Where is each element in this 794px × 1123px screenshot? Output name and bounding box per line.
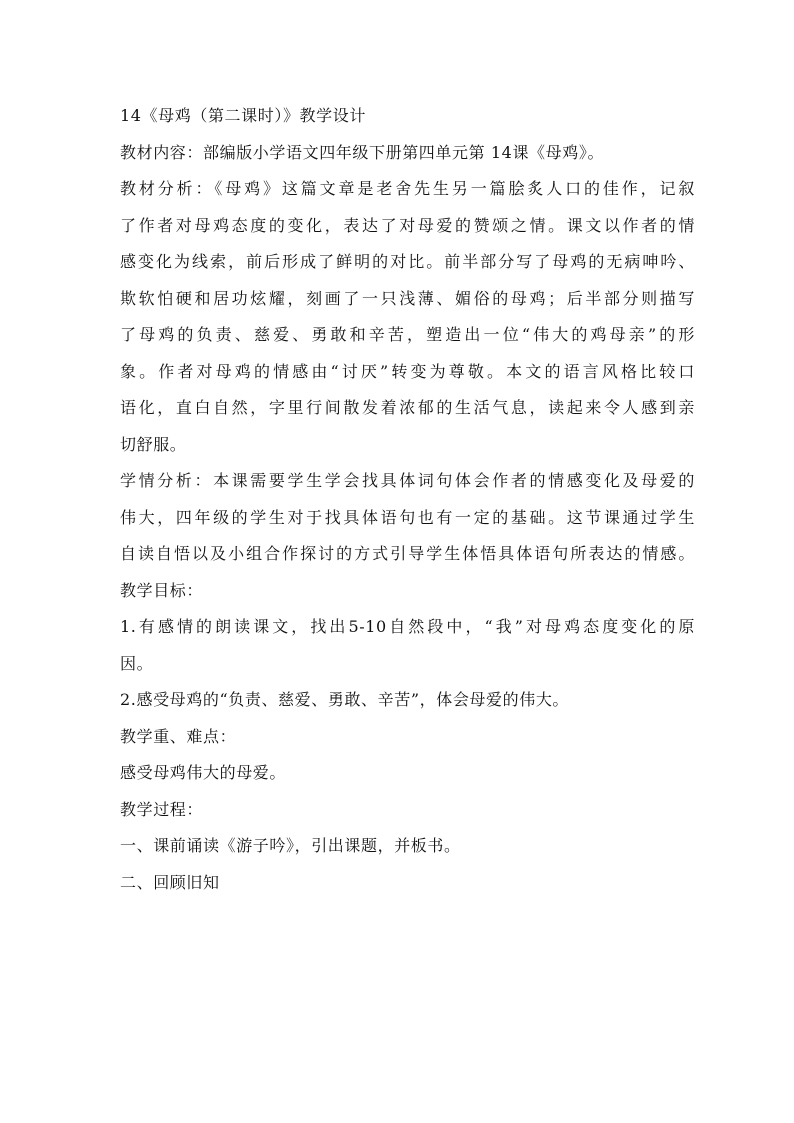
student-analysis-line: 学情分析：本课需要学生学会找具体词句体会作者的情感变化及母爱的 bbox=[120, 471, 695, 490]
analysis-line: 了母鸡的负责、慈爱、勇敢和辛苦，塑造出一位“伟大的鸡母亲”的形 bbox=[120, 325, 695, 344]
process-step: 二、回顾旧知 bbox=[120, 872, 220, 892]
goal-line: 因。 bbox=[120, 653, 154, 673]
analysis-line: 感变化为线索，前后形成了鲜明的对比。前半部分写了母鸡的无病呻吟、 bbox=[120, 252, 695, 271]
analysis-line: 象。作者对母鸡的情感由“讨厌”转变为尊敬。本文的语言风格比较口 bbox=[120, 361, 695, 381]
analysis-line: 欺软怕硬和居功炫耀，刻画了一只浅薄、媚俗的母鸡；后半部分则描写 bbox=[120, 288, 695, 308]
section-heading: 教学目标： bbox=[120, 580, 204, 600]
textbook-content: 教材内容：部编版小学语文四年级下册第四单元第 14课《母鸡》。 bbox=[120, 142, 605, 162]
goal-line: 2.感受母鸡的“负责、慈爱、勇敢、辛苦”，体会母爱的伟大。 bbox=[120, 690, 570, 709]
analysis-line: 切舒服。 bbox=[120, 434, 187, 454]
key-point-line: 感受母鸡伟大的母爱。 bbox=[120, 763, 287, 782]
section-heading: 教学过程： bbox=[120, 799, 204, 819]
analysis-line: 了作者对母鸡态度的变化，表达了对母爱的赞颂之情。课文以作者的情 bbox=[120, 215, 695, 235]
student-analysis-line: 自读自悟以及小组合作探讨的方式引导学生体悟具体语句所表达的情感。 bbox=[120, 544, 695, 563]
student-analysis-line: 伟大，四年级的学生对于找具体语句也有一定的基础。这节课通过学生 bbox=[120, 507, 695, 527]
goal-line: 1.有感情的朗读课文，找出5-10自然段中，“我”对母鸡态度变化的原 bbox=[120, 617, 695, 636]
document-body bbox=[120, 101, 695, 904]
process-step: 一、课前诵读《游子吟》，引出课题，并板书。 bbox=[120, 836, 461, 855]
document-title: 14《母鸡（第二课时）》教学设计 bbox=[120, 106, 366, 125]
analysis-line: 教材分析：《母鸡》这篇文章是老舍先生另一篇脍炙人口的佳作，记叙 bbox=[120, 179, 695, 198]
analysis-line: 语化，直白自然，字里行间散发着浓郁的生活气息，读起来令人感到亲 bbox=[120, 398, 695, 417]
section-heading: 教学重、难点： bbox=[120, 726, 237, 746]
